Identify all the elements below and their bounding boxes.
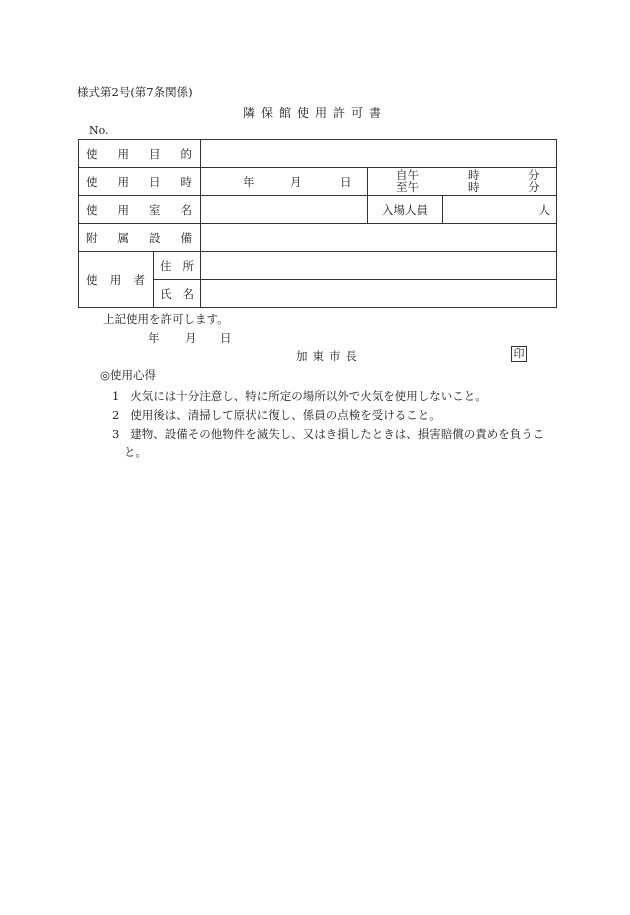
name-value bbox=[201, 280, 557, 308]
rule-item bbox=[112, 426, 544, 442]
equipment-value bbox=[201, 224, 557, 252]
time-minute-to: 分 bbox=[528, 180, 540, 194]
number-label: No. bbox=[89, 124, 109, 137]
time-hour-to: 時 bbox=[468, 180, 480, 194]
date-month: 月 bbox=[290, 174, 302, 189]
attendees-unit: 人 bbox=[443, 196, 557, 224]
user-label: 使 用 者 bbox=[86, 272, 145, 287]
date-day: 日 bbox=[340, 174, 352, 189]
rule-item bbox=[112, 407, 441, 423]
time-cell bbox=[368, 168, 557, 196]
purpose-label: 使 用 目 的 bbox=[86, 146, 192, 161]
permit-table bbox=[78, 139, 557, 308]
time-hour-from: 時 bbox=[468, 168, 480, 182]
datetime-row bbox=[79, 168, 557, 196]
address-row bbox=[79, 252, 557, 280]
attendees-label: 入場人員 bbox=[368, 196, 443, 224]
rule-number: 1 bbox=[112, 389, 120, 403]
equipment-label: 附 属 設 備 bbox=[86, 230, 192, 245]
issue-date-day: 日 bbox=[220, 331, 232, 345]
mayor-name: 加東市長 bbox=[296, 349, 362, 363]
permission-note: 上記使用を許可します。 bbox=[103, 312, 229, 326]
purpose-row bbox=[79, 140, 557, 168]
rule-text: 建物、設備その他物件を滅失し、又はき損したときは、損害賠償の責めを負うこ bbox=[130, 427, 545, 441]
date-cell bbox=[201, 168, 368, 196]
time-from: 自午 bbox=[396, 168, 419, 182]
rule-item bbox=[112, 388, 487, 404]
datetime-label: 使 用 日 時 bbox=[86, 174, 192, 189]
rule-number: 2 bbox=[112, 408, 120, 422]
room-row bbox=[79, 196, 557, 224]
rule-text-continued: と。 bbox=[124, 445, 147, 459]
date-year: 年 bbox=[243, 174, 255, 189]
issue-date-year: 年 bbox=[148, 331, 160, 345]
address-value bbox=[201, 252, 557, 280]
rule-text: 火気には十分注意し、特に所定の場所以外で火気を使用しないこと。 bbox=[130, 389, 487, 403]
equipment-row bbox=[79, 224, 557, 252]
time-to: 至午 bbox=[396, 180, 419, 194]
document-title: 隣保館使用許可書 bbox=[242, 106, 387, 120]
address-label: 住 所 bbox=[160, 258, 194, 273]
name-label: 氏 名 bbox=[160, 286, 194, 301]
time-minute-from: 分 bbox=[528, 168, 540, 182]
form-number: 様式第2号(第7条関係) bbox=[77, 85, 193, 99]
room-value bbox=[201, 196, 368, 224]
seal-icon: 印 bbox=[511, 346, 527, 362]
purpose-value bbox=[201, 140, 557, 168]
rule-text: 使用後は、清掃して原状に復し、係員の点検を受けること。 bbox=[130, 408, 441, 422]
usage-rules-title: ◎使用心得 bbox=[100, 368, 157, 382]
issue-date-month: 月 bbox=[185, 331, 197, 345]
rule-number: 3 bbox=[112, 427, 120, 441]
room-label: 使 用 室 名 bbox=[86, 202, 192, 217]
